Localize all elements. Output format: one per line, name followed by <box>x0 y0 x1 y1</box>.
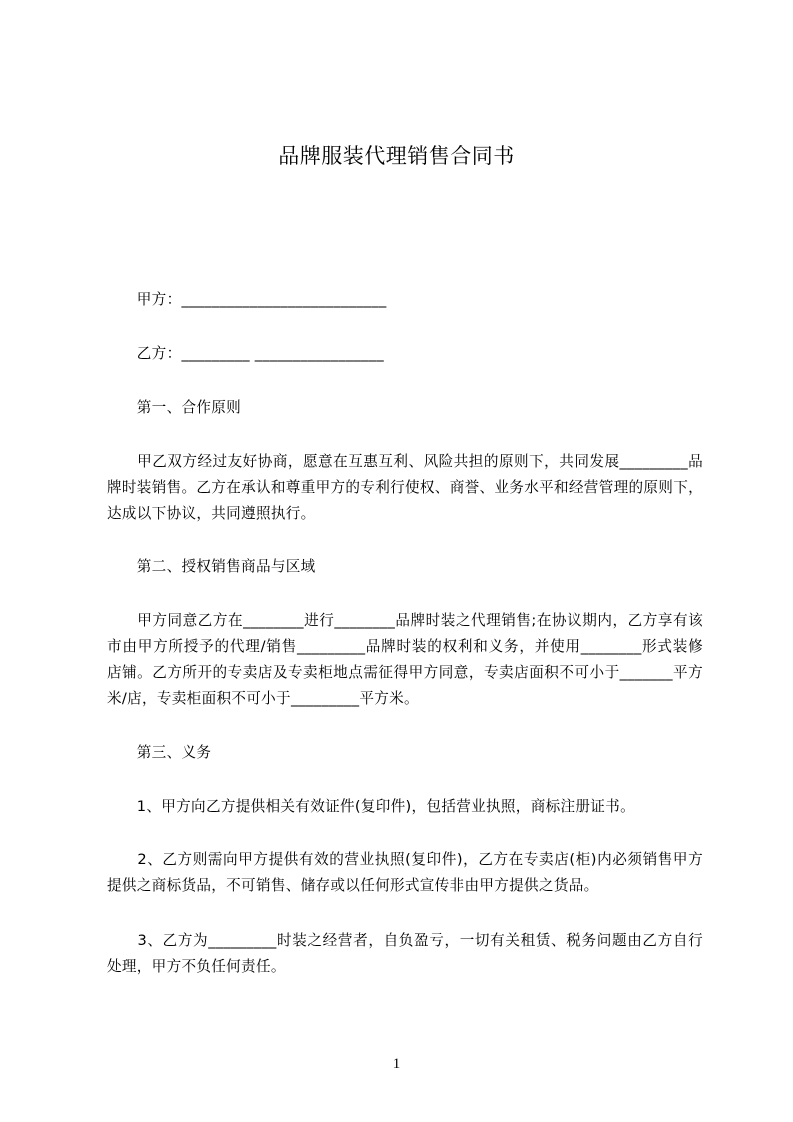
clause-2: 2、乙方则需向甲方提供有效的营业执照(复印件)，乙方在专卖店(柜)内必须销售甲方提供之商标货品，不可销售、储存或以任何形式宣传非由甲方提供之货品。 <box>107 851 703 894</box>
clause-1: 1、甲方向乙方提供相关有效证件(复印件)，包括营业执照，商标注册证书。 <box>107 798 635 815</box>
section-2-heading: 第二、授权销售商品与区域 <box>107 558 316 575</box>
section-3-heading: 第三、义务 <box>107 744 212 761</box>
clause-3: 3、乙方为_________时装之经营者，自负盈亏，一切有关租赁、税务问题由乙方自行处理，甲方不负任何责任。 <box>107 932 703 975</box>
section-1-body: 甲乙双方经过友好协商，愿意在互惠互利、风险共担的原则下，共同发展_________品牌时装销售。乙方在承认和尊重甲方的专利行使权、商誉、业务水平和经营管理的原则下，达成以下协议，共同遵照执行。 <box>107 453 703 522</box>
document-title: 品牌服装代理销售合同书 <box>278 144 515 168</box>
page-number: 1 <box>392 1056 401 1072</box>
party-b-line: 乙方：_________ _________________ <box>107 345 384 362</box>
section-1-heading: 第一、合作原则 <box>107 399 242 416</box>
party-a-line: 甲方：___________________________ <box>107 291 387 308</box>
section-2-body: 甲方同意乙方在________进行________品牌时装之代理销售;在协议期内，乙方享有该市由甲方所授予的代理/销售_________品牌时装的权利和义务，并使用________形式装修店铺。乙方所开的专卖店及专卖柜地点需征得甲方同意，专卖店面积不可小于_______平方米/店，专卖柜面积不可小于_________平方米。 <box>107 612 703 707</box>
